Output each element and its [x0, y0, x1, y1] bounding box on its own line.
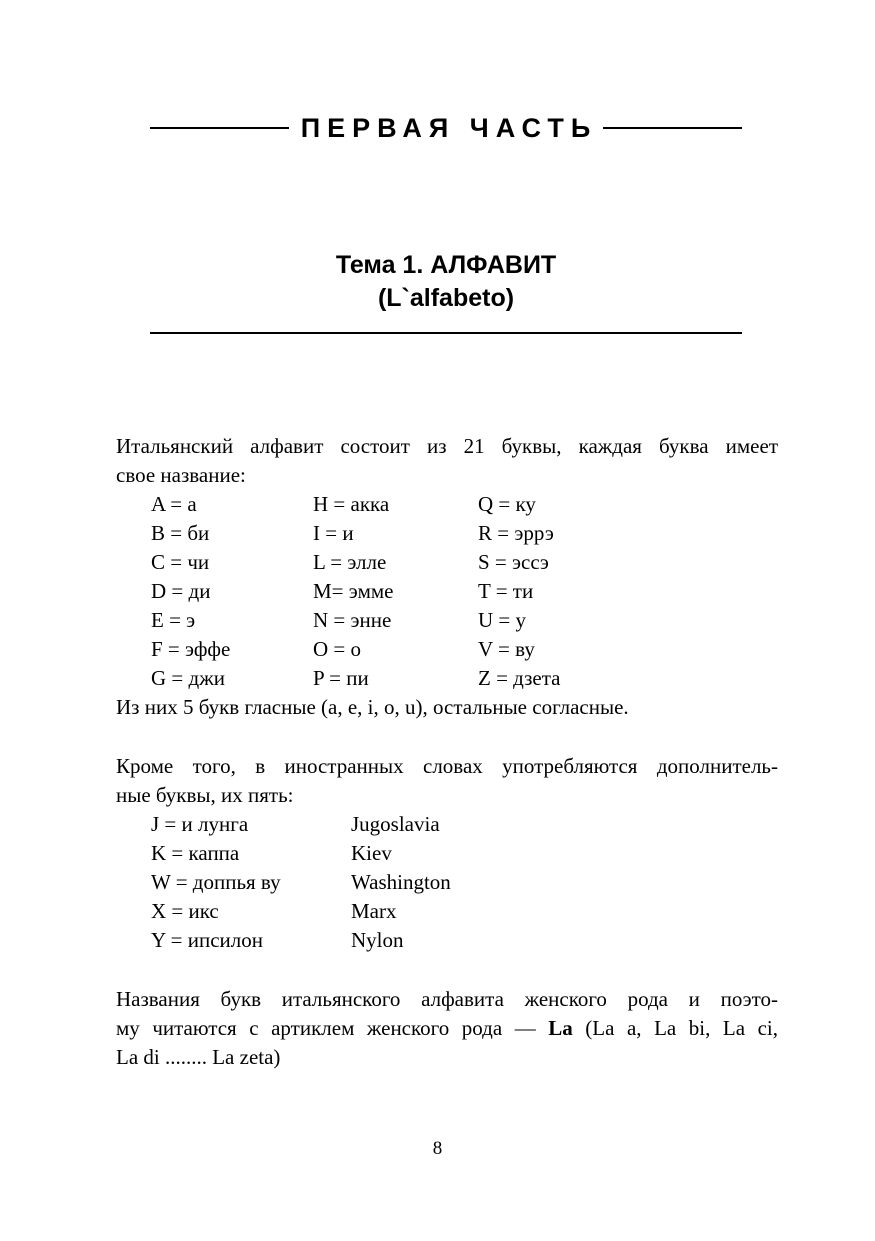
alphabet-cell: Z = дзета — [478, 666, 561, 690]
table-row — [151, 606, 560, 635]
alphabet-cell: L = элле — [313, 550, 387, 574]
foreign-letters-table — [151, 810, 451, 955]
foreign-example-cell: Kiev — [351, 841, 392, 865]
table-row — [151, 635, 560, 664]
article-la: La — [548, 1016, 573, 1040]
foreign-letter-cell: K = каппа — [151, 841, 240, 865]
alphabet-table — [151, 490, 560, 693]
alphabet-cell: S = эссэ — [478, 550, 549, 574]
alphabet-cell: H = акка — [313, 492, 390, 516]
foreign-example-cell: Washington — [351, 870, 451, 894]
alphabet-cell: P = пи — [313, 666, 369, 690]
intro-line1: Итальянский алфавит состоит из 21 буквы, каждая буква имеет — [116, 434, 778, 458]
foreign-letter-cell: Y = ипсилон — [151, 928, 263, 952]
page-number: 8 — [432, 1138, 443, 1159]
alphabet-cell: B = би — [151, 521, 210, 545]
alphabet-cell: R = эррэ — [478, 521, 554, 545]
article-note-line1: Названия букв итальянского алфавита женского рода и поэто- — [116, 987, 778, 1011]
article-note-paragraph — [116, 985, 778, 1072]
alphabet-cell: E = э — [151, 608, 196, 632]
foreign-example-cell: Marx — [351, 899, 397, 923]
table-row — [151, 577, 560, 606]
alphabet-cell: G = джи — [151, 666, 225, 690]
table-row — [151, 926, 451, 955]
alphabet-cell: M= эмме — [313, 579, 394, 603]
alphabet-cell: T = ти — [478, 579, 534, 603]
foreign-intro-line1: Кроме того, в иностранных словах употребляются дополнитель- — [116, 754, 778, 778]
foreign-example-cell: Nylon — [351, 928, 404, 952]
table-row — [151, 839, 451, 868]
alphabet-cell: C = чи — [151, 550, 210, 574]
vowels-note-text: Из них 5 букв гласные (a, e, i, o, u), остальные согласные. — [116, 695, 629, 719]
header-rule-left — [150, 127, 289, 129]
alphabet-cell: F = эффе — [151, 637, 231, 661]
foreign-intro-line2: ные буквы, их пять: — [116, 783, 294, 807]
topic-title — [150, 249, 742, 315]
foreign-example-cell: Jugoslavia — [351, 812, 440, 836]
table-row — [151, 897, 451, 926]
alphabet-cell: D = ди — [151, 579, 211, 603]
table-row — [151, 810, 451, 839]
foreign-letter-cell: X = икс — [151, 899, 219, 923]
topic-title-line1: Тема 1. АЛФАВИТ — [335, 251, 557, 279]
intro-line2: свое название: — [116, 463, 246, 487]
part-title: ПЕРВАЯ ЧАСТЬ — [300, 112, 598, 143]
alphabet-cell: U = у — [478, 608, 527, 632]
table-row — [151, 868, 451, 897]
alphabet-cell: I = и — [313, 521, 354, 545]
part-header — [150, 108, 742, 148]
alphabet-cell: Q = ку — [478, 492, 536, 516]
table-row — [151, 664, 560, 693]
article-note-line2-pre: му читаются с артиклем женского рода — — [116, 1016, 549, 1040]
table-row — [151, 519, 560, 548]
table-row — [151, 490, 560, 519]
topic-rule — [150, 332, 742, 334]
article-note-line2 — [116, 1014, 778, 1043]
alphabet-cell: A = а — [151, 492, 197, 516]
header-rule-right — [603, 127, 742, 129]
alphabet-cell: O = о — [313, 637, 362, 661]
foreign-letter-cell: W = доппья ву — [151, 870, 281, 894]
intro-paragraph — [116, 432, 778, 490]
article-note-line2-post: (La a, La bi, La ci, — [572, 1016, 778, 1040]
alphabet-cell: N = энне — [313, 608, 392, 632]
table-row — [151, 548, 560, 577]
foreign-intro-paragraph — [116, 752, 778, 810]
vowels-note — [116, 693, 778, 722]
article-note-line3: La di ........ La zeta) — [116, 1045, 281, 1069]
topic-title-line2: (L`alfabeto) — [377, 284, 515, 312]
foreign-letter-cell: J = и лунга — [151, 812, 249, 836]
alphabet-cell: V = ву — [478, 637, 535, 661]
